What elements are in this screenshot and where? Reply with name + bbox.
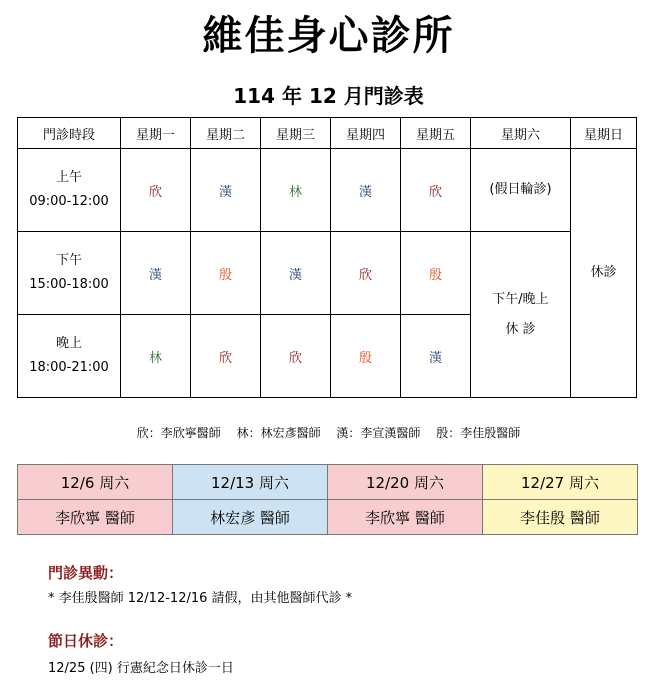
doctor-cell: 殷 — [331, 315, 401, 398]
slot-name: 上午 — [55, 170, 82, 185]
table-row-afternoon — [18, 232, 637, 315]
saturday-closed-line2: 休 診 — [505, 321, 536, 337]
rotation-doctor: 李佳殷 醫師 — [483, 500, 638, 535]
rotation-date: 12/20 周六 — [328, 465, 483, 500]
slot-name: 下午 — [55, 253, 82, 268]
holiday-closure-text: 12/25 (四) 行憲紀念日休診一日 — [48, 661, 234, 676]
saturday-morning-cell: (假日輪診) — [471, 149, 571, 232]
doctor-cell: 欣 — [261, 315, 331, 398]
header-fri: 星期五 — [401, 118, 471, 149]
slot-morning — [18, 149, 121, 232]
rotation-date-row — [18, 465, 638, 500]
doctor-cell: 漢 — [191, 149, 261, 232]
doctor-cell: 欣 — [191, 315, 261, 398]
saturday-closed-line1: 下午/晚上 — [492, 291, 549, 307]
doctor-legend — [0, 423, 657, 443]
doctor-cell: 欣 — [401, 149, 471, 232]
doctor-cell: 漢 — [401, 315, 471, 398]
legend-item: 殷：李佳殷醫師 — [436, 426, 521, 440]
slot-name: 晚上 — [55, 336, 82, 351]
saturday-afternoon-closed-cell — [471, 232, 571, 398]
header-sun: 星期日 — [571, 118, 637, 149]
schedule-changes-text: * 李佳殷醫師 12/12-12/16 請假，由其他醫師代診 * — [48, 591, 353, 606]
header-slot: 門診時段 — [18, 118, 121, 149]
doctor-cell: 欣 — [331, 232, 401, 315]
doctor-cell: 漢 — [261, 232, 331, 315]
doctor-cell: 林 — [261, 149, 331, 232]
header-tue: 星期二 — [191, 118, 261, 149]
slot-time: 18:00-21:00 — [29, 360, 109, 375]
rotation-doctor: 李欣寧 醫師 — [18, 500, 173, 535]
table-row-morning — [18, 149, 637, 232]
slot-time: 09:00-12:00 — [29, 194, 109, 209]
rotation-date: 12/6 周六 — [18, 465, 173, 500]
sunday-closed-cell: 休診 — [571, 149, 637, 398]
doctor-cell: 林 — [121, 315, 191, 398]
rotation-doctor-row — [18, 500, 638, 535]
holiday-closure-title: 節日休診： — [48, 632, 124, 650]
header-sat: 星期六 — [471, 118, 571, 149]
slot-time: 15:00-18:00 — [29, 277, 109, 292]
legend-item: 林：林宏彥醫師 — [236, 426, 321, 440]
saturday-rotation-table — [17, 464, 638, 535]
schedule-subtitle: 114 年 12 月門診表 — [233, 84, 424, 108]
schedule-changes-title: 門診異動： — [48, 564, 124, 582]
doctor-cell: 欣 — [121, 149, 191, 232]
doctor-cell: 殷 — [191, 232, 261, 315]
table-header-row — [18, 118, 637, 149]
rotation-doctor: 林宏彥 醫師 — [173, 500, 328, 535]
doctor-cell: 殷 — [401, 232, 471, 315]
header-wed: 星期三 — [261, 118, 331, 149]
legend-item: 漢：李宣漢醫師 — [336, 426, 421, 440]
legend-item: 欣：李欣寧醫師 — [136, 426, 221, 440]
clinic-title: 維佳身心診所 — [202, 12, 455, 59]
header-mon: 星期一 — [121, 118, 191, 149]
slot-evening — [18, 315, 121, 398]
header-thu: 星期四 — [331, 118, 401, 149]
rotation-date: 12/27 周六 — [483, 465, 638, 500]
rotation-doctor: 李欣寧 醫師 — [328, 500, 483, 535]
rotation-date: 12/13 周六 — [173, 465, 328, 500]
doctor-cell: 漢 — [331, 149, 401, 232]
slot-afternoon — [18, 232, 121, 315]
doctor-cell: 漢 — [121, 232, 191, 315]
weekly-schedule-table — [17, 117, 637, 398]
